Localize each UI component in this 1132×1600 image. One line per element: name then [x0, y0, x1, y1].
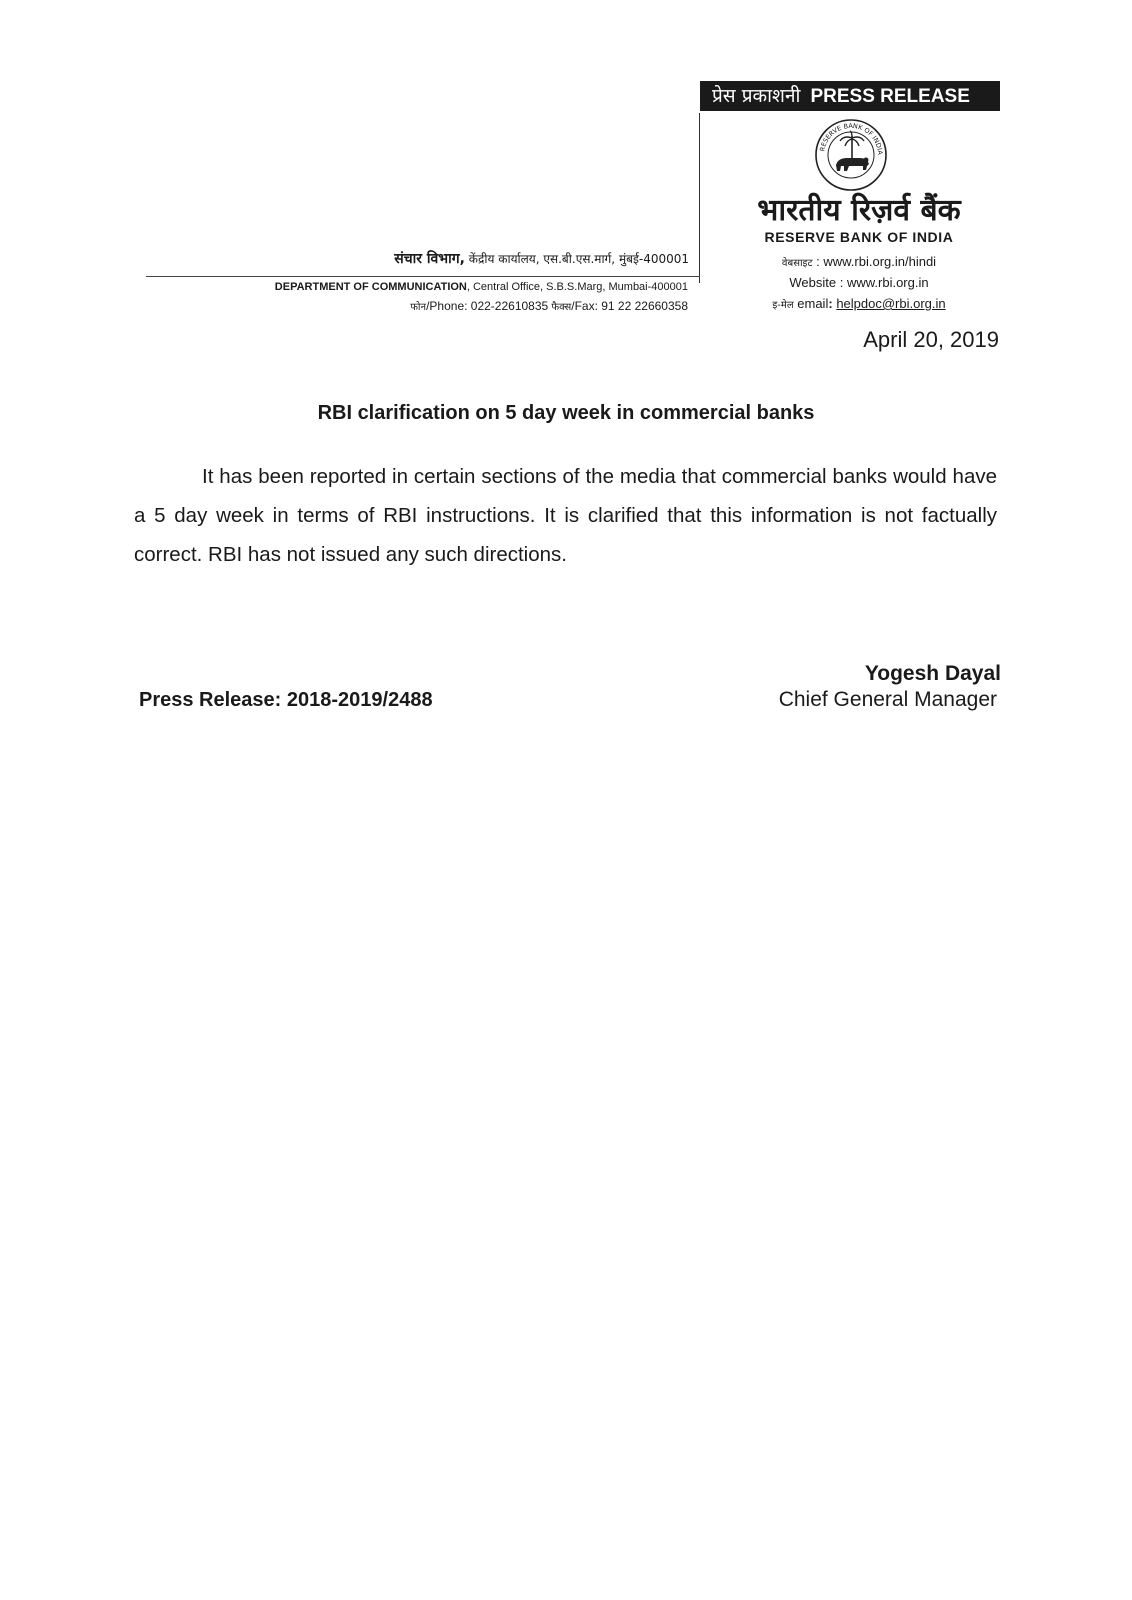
press-release-banner	[700, 81, 1000, 111]
press-release-number: Press Release: 2018-2019/2488	[139, 689, 433, 711]
signer-designation: Chief General Manager	[778, 688, 997, 711]
email-label: email	[797, 296, 829, 311]
website-hindi	[714, 254, 1004, 269]
website-hindi-label: वेबसाइट	[781, 258, 813, 269]
email-label-hindi: इ-मेल	[772, 300, 794, 311]
phone-label-hindi: फोन	[410, 302, 427, 313]
bank-name-english: RESERVE BANK OF INDIA	[764, 229, 954, 245]
email: इ-मेल email: helpdoc@rbi.org.in	[772, 296, 946, 311]
website-label: Website	[789, 275, 837, 290]
body-paragraph: It has been reported in certain sections of the media that commercial banks would have a 5 day week in terms of RBI instructions. It is clarified that this information is not factually correct. RBI has not issued any such directions.	[134, 465, 997, 566]
header-horizontal-divider	[146, 276, 700, 277]
email-link[interactable]: helpdoc@rbi.org.in	[836, 296, 946, 311]
department-english	[275, 281, 688, 293]
department-hindi-bold: संचार विभाग,	[394, 251, 465, 267]
header-vertical-divider	[699, 113, 700, 283]
banner-hindi: प्रेस प्रकाशनी	[712, 85, 801, 107]
fax-value: /Fax: 91 22 22660358	[571, 299, 688, 313]
department-hindi	[394, 249, 689, 268]
department-hindi-address: केंद्रीय कार्यालय, एस.बी.एस.मार्ग, मुंबई-400001	[464, 252, 689, 266]
website-hindi-value[interactable]: : www.rbi.org.in/hindi	[816, 254, 937, 269]
website-value[interactable]: : www.rbi.org.in	[839, 275, 929, 290]
department-english-bold: DEPARTMENT OF COMMUNICATION	[274, 281, 467, 293]
bank-name-hindi: भारतीय रिज़र्व बैंक	[757, 193, 961, 228]
department-phone-fax	[410, 299, 688, 313]
banner-english: PRESS RELEASE	[810, 86, 970, 107]
department-english-address: , Central Office, S.B.S.Marg, Mumbai-400001	[466, 281, 688, 293]
page-title: RBI clarification on 5 day week in commercial banks	[317, 402, 815, 424]
website	[714, 275, 1004, 290]
fax-label-hindi: फैक्स	[548, 302, 572, 313]
emblem-text: RESERVE BANK OF INDIA	[818, 121, 885, 156]
phone-value: /Phone: 022-22610835	[426, 299, 549, 313]
signer-name: Yogesh Dayal	[864, 662, 1001, 685]
rbi-emblem-icon	[814, 118, 888, 192]
release-date: April 20, 2019	[863, 327, 999, 352]
